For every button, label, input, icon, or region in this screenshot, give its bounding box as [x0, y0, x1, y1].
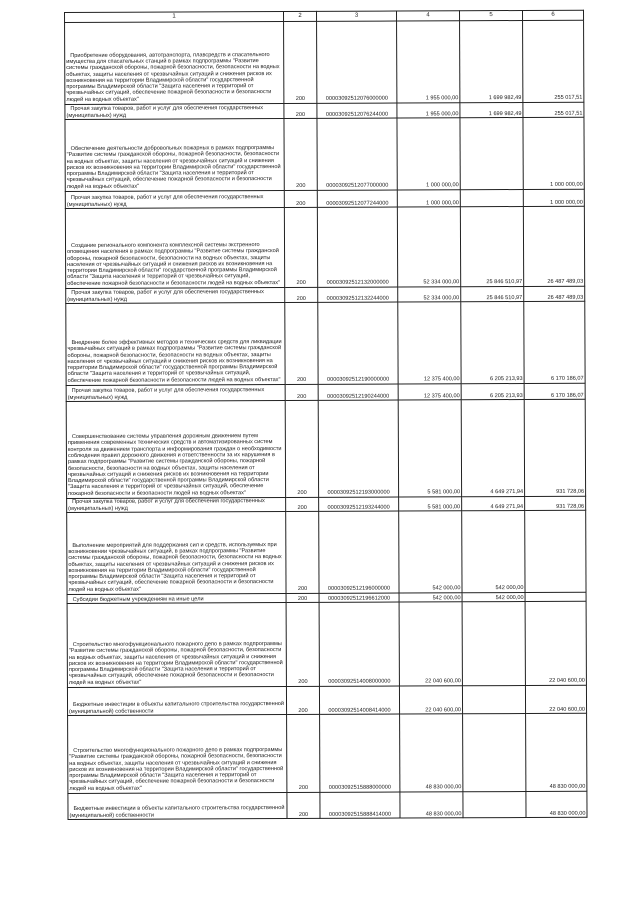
row-classification-code-cell: 00003092512190000000: [318, 302, 398, 384]
row-executed-amount-cell: 25 846 510,97: [460, 206, 523, 286]
row-approved-amount-cell: 1 955 000,00: [397, 21, 460, 103]
row-executed-amount-cell: 1 699 982,49: [460, 20, 523, 102]
row-name-cell: Прочая закупка товаров, работ и услуг для обеспечения государственных (муниципальных) нужд: [66, 288, 285, 304]
row-executed-amount-cell: 25 846 510,97: [461, 286, 524, 301]
row-name-cell: Совершенствование системы управления дорожным движением путем применения современных технических средств и автоматизированных систем контроля за движением транспорта и информирования граждан о необходимости соблюдения правил дорожного движения и ответственности за их нарушения в рамках подпрограммы "Развитие системы гражданской обороны, пожарной безопасности, безопасности на водных объектах, защиты населения от чрезвычайных ситуаций и снижения рисков их возникновения на территории Владимирской области" государственной программы Владимирской области "Защита населения и территорий от чрезвычайных ситуаций, обеспечение пожарной безопасности и безопасности людей на водных объектах": [66, 401, 285, 499]
row-unexecuted-amount-cell: 6 170 186,07: [524, 301, 585, 383]
row-name-cell: Бюджетные инвестиции в объекты капитального строительства государственной (муниципальной) собственности: [68, 793, 287, 820]
column-header-4: 4: [396, 11, 459, 21]
row-name-cell: Строительство многофункционального пожарного депо в рамках подпрограммы "Развитие системы гражданской обороны, пожарной безопасности, безопасности на водных объектах, защиты населения от чрезвычайных ситуаций и снижения рисков их возникновения на территории Владимирской области" государственной программы Владимирской области "Защита населения и территорий от чрезвычайных ситуаций, обеспечение пожарной безопасности и безопасности людей на водных объектах": [67, 603, 286, 688]
row-code-cell: 200: [285, 287, 318, 302]
row-approved-amount-cell: 542 000,00: [399, 593, 462, 602]
row-code-cell: 200: [286, 497, 319, 511]
table-body: [65, 20, 587, 819]
row-name-cell: Прочая закупка товаров, работ и услуг для обеспечения государственных (муниципальных) нужд: [67, 498, 286, 513]
row-classification-code-cell: 00003092514008000000: [319, 602, 399, 686]
row-unexecuted-amount-cell: 1 000 000,00: [523, 189, 584, 206]
row-unexecuted-amount-cell: 26 487 489,03: [524, 286, 585, 301]
row-classification-code-cell: 00003092512196000000: [319, 511, 399, 593]
budget-execution-table: [64, 10, 588, 820]
column-header-1: 1: [65, 12, 284, 23]
table-row-program-item: [65, 206, 584, 288]
row-code-cell: 200: [285, 302, 318, 384]
row-classification-code-cell: 00003092515888414000: [320, 792, 400, 818]
row-unexecuted-amount-cell: [525, 510, 586, 592]
row-code-cell: 200: [286, 602, 319, 686]
row-executed-amount-cell: [460, 189, 523, 206]
table-row-expense-type: [65, 102, 584, 119]
row-executed-amount-cell: [463, 791, 526, 817]
table-row-expense-type: [66, 383, 585, 401]
row-approved-amount-cell: 542 000,00: [399, 511, 462, 593]
row-code-cell: 200: [286, 593, 319, 602]
column-header-3: 3: [316, 11, 396, 21]
row-approved-amount-cell: 1 000 000,00: [397, 118, 460, 190]
row-name-cell: Прочая закупка товаров, работ и услуг для обеспечения государственных (муниципальных) нужд: [65, 191, 284, 209]
row-code-cell: 200: [285, 384, 318, 400]
row-unexecuted-amount-cell: 48 830 000,00: [526, 713, 587, 791]
row-approved-amount-cell: 5 581 000,00: [398, 400, 461, 497]
table-row-program-item: [66, 399, 585, 498]
row-executed-amount-cell: 4 649 271,94: [461, 399, 524, 496]
row-executed-amount-cell: [463, 713, 526, 791]
row-unexecuted-amount-cell: 48 830 000,00: [526, 791, 587, 817]
row-executed-amount-cell: [462, 685, 525, 713]
row-name-cell: Строительство многофункционального пожарного депо в рамках подпрограммы "Развитие системы гражданской обороны, пожарной безопасности, безопасности на водных объектах, защиты населения от чрезвычайных ситуаций и снижения рисков их возникновения на территории Владимирской области" государственной программы Владимирской области "Защита населения и территорий от чрезвычайных ситуаций, обеспечение пожарной безопасности и безопасности людей на водных объектах": [68, 715, 287, 794]
row-name-cell: Бюджетные инвестиции в объекты капитального строительства государственной (муниципальной) собственности: [67, 687, 286, 716]
row-classification-code-cell: 00003092512077000000: [317, 118, 397, 190]
row-approved-amount-cell: 48 830 000,00: [400, 714, 463, 792]
row-classification-code-cell: 00003092512193244000: [319, 497, 399, 511]
row-executed-amount-cell: 1 699 982,49: [460, 102, 523, 117]
row-executed-amount-cell: [460, 117, 523, 189]
row-name-cell: Создание регионального компонента комплексной системы экстренного оповещения населения в рамках подпрограммы "Развитие системы гражданской обороны, пожарной безопасности, безопасности на водных объектах, защиты населения от чрезвычайных ситуаций и снижения рисков их возникновения на территории Владимирской области" государственной программы Владимирской области "Защита населения и территорий от чрезвычайных ситуаций, обеспечение пожарной безопасности и безопасности людей на водных объектах": [65, 208, 284, 289]
row-classification-code-cell: 00003092512190244000: [318, 384, 398, 400]
row-code-cell: 200: [285, 400, 318, 497]
row-name-cell: Выполнение мероприятий для поддержания сил и средств, используемых при возникновении чрезвычайных ситуаций, в рамках подпрограммы "Развитие системы гражданской обороны, пожарной безопасности, безопасности на водных объектах, защиты населения от чрезвычайных ситуаций и снижения рисков их возникновения на территории Владимирской области" государственной программы Владимирской области "Защита населения и территорий от чрезвычайных ситуаций, обеспечение пожарной безопасности и безопасности людей на водных объектах": [67, 512, 286, 595]
table-row-program-item: [65, 20, 584, 104]
table-row-program-item: [65, 117, 584, 191]
row-code-cell: 200: [284, 21, 317, 103]
row-unexecuted-amount-cell: 1 000 000,00: [523, 117, 584, 189]
row-unexecuted-amount-cell: 22 040 600,00: [525, 685, 586, 713]
row-name-cell: Обеспечение деятельности добровольных пожарных в рамках подпрограммы "Развитие системы гражданской обороны, пожарной безопасности, безопасности на водных объектах, защиты населения от чрезвычайных ситуаций и снижения рисков их возникновения на территории Владимирской области" государственной программы Владимирской области "Защита населения и территорий от чрезвычайных ситуаций, обеспечение пожарной безопасности и безопасности людей на водных объектах": [65, 119, 284, 192]
row-unexecuted-amount-cell: [525, 592, 586, 601]
row-code-cell: 200: [284, 118, 317, 190]
row-classification-code-cell: 00003092512132000000: [317, 207, 397, 287]
row-approved-amount-cell: 1 000 000,00: [397, 190, 460, 207]
row-unexecuted-amount-cell: 26 487 489,03: [523, 206, 584, 286]
row-approved-amount-cell: 12 375 400,00: [398, 384, 461, 400]
table-row-program-item: [67, 601, 586, 687]
row-unexecuted-amount-cell: 931 728,06: [524, 399, 585, 496]
table-row-program-item: [66, 301, 585, 385]
table-row-expense-type: [67, 685, 586, 715]
row-code-cell: 200: [286, 511, 319, 593]
table-row-expense-type: [66, 286, 585, 303]
row-classification-code-cell: 00003092512196612000: [319, 593, 399, 602]
column-header-5: 5: [459, 10, 522, 20]
row-approved-amount-cell: 22 040 600,00: [399, 686, 462, 714]
row-classification-code-cell: 00003092512193000000: [318, 400, 398, 497]
row-classification-code-cell: 00003092515888000000: [320, 714, 400, 792]
row-executed-amount-cell: 6 205 213,93: [461, 383, 524, 399]
row-classification-code-cell: 00003092512077244000: [317, 190, 397, 207]
row-code-cell: 200: [287, 714, 320, 792]
row-name-cell: Прочая закупка товаров, работ и услуг для обеспечения государственных (муниципальных) нужд: [65, 104, 284, 120]
row-executed-amount-cell: 4 649 271,94: [462, 496, 525, 510]
row-executed-amount-cell: 542 000,00: [462, 592, 525, 601]
row-approved-amount-cell: 48 830 000,00: [400, 792, 463, 818]
row-classification-code-cell: 00003092514008414000: [319, 686, 399, 714]
table-row-program-item: [67, 510, 586, 594]
column-header-2: 2: [284, 11, 317, 21]
row-code-cell: 200: [287, 792, 320, 818]
row-unexecuted-amount-cell: 255 017,51: [523, 102, 584, 117]
row-code-cell: 200: [284, 207, 317, 287]
column-header-6: 6: [522, 10, 583, 20]
row-name-cell: Прочая закупка товаров, работ и услуг для обеспечения государственных (муниципальных) нужд: [66, 385, 285, 402]
row-unexecuted-amount-cell: 931 728,06: [525, 496, 586, 510]
row-code-cell: 200: [286, 686, 319, 714]
table-row-expense-type: [68, 791, 587, 819]
table-row-program-item: [68, 713, 587, 793]
row-classification-code-cell: 00003092512076244000: [317, 103, 397, 118]
row-executed-amount-cell: 542 000,00: [462, 510, 525, 592]
row-approved-amount-cell: 1 955 000,00: [397, 103, 460, 118]
row-classification-code-cell: 00003092512076000000: [317, 21, 397, 103]
row-name-cell: Субсидии бюджетным учреждениям на иные цели: [67, 594, 286, 604]
row-executed-amount-cell: [462, 601, 525, 685]
row-name-cell: Внедрение более эффективных методов и технических средств для ликвидации чрезвычайных ситуаций в рамках подпрограммы "Развитие системы гражданской обороны, пожарной безопасности, безопасности на водных объектах, защиты населения от чрезвычайных ситуаций и снижения рисков их возникновения на территории Владимирской области" государственной программы Владимирской области "Защита населения и территорий от чрезвычайных ситуаций, обеспечение пожарной безопасности и безопасности людей на водных объектах": [66, 303, 285, 386]
row-approved-amount-cell: 5 581 000,00: [399, 497, 462, 511]
table-row-expense-type: [67, 496, 586, 512]
row-unexecuted-amount-cell: 22 040 600,00: [525, 601, 586, 685]
row-code-cell: 200: [284, 103, 317, 118]
row-executed-amount-cell: 6 205 213,93: [461, 301, 524, 383]
row-classification-code-cell: 00003092512132244000: [318, 287, 398, 302]
row-unexecuted-amount-cell: 6 170 186,07: [524, 383, 585, 399]
row-code-cell: 200: [284, 190, 317, 207]
row-approved-amount-cell: 52 334 000,00: [398, 287, 461, 302]
row-approved-amount-cell: 12 375 400,00: [398, 302, 461, 384]
row-approved-amount-cell: 52 334 000,00: [397, 207, 460, 287]
row-unexecuted-amount-cell: 255 017,51: [523, 20, 584, 102]
row-name-cell: Приобретение оборудования, автотранспорта, плавсредств и спасательного имущества для спасательных станций в рамках подпрограммы "Развитие системы гражданской обороны, пожарной безопасности, безопасности на водных объектах, защиты населения от чрезвычайных ситуаций и снижения рисков их возникновения на территории Владимирской области" государственной программы Владимирской области "Защита населения и территорий от чрезвычайных ситуаций, обеспечение пожарной безопасности и безопасности людей на водных объектах": [65, 22, 284, 105]
row-approved-amount-cell: 22 040 600,00: [399, 602, 462, 686]
